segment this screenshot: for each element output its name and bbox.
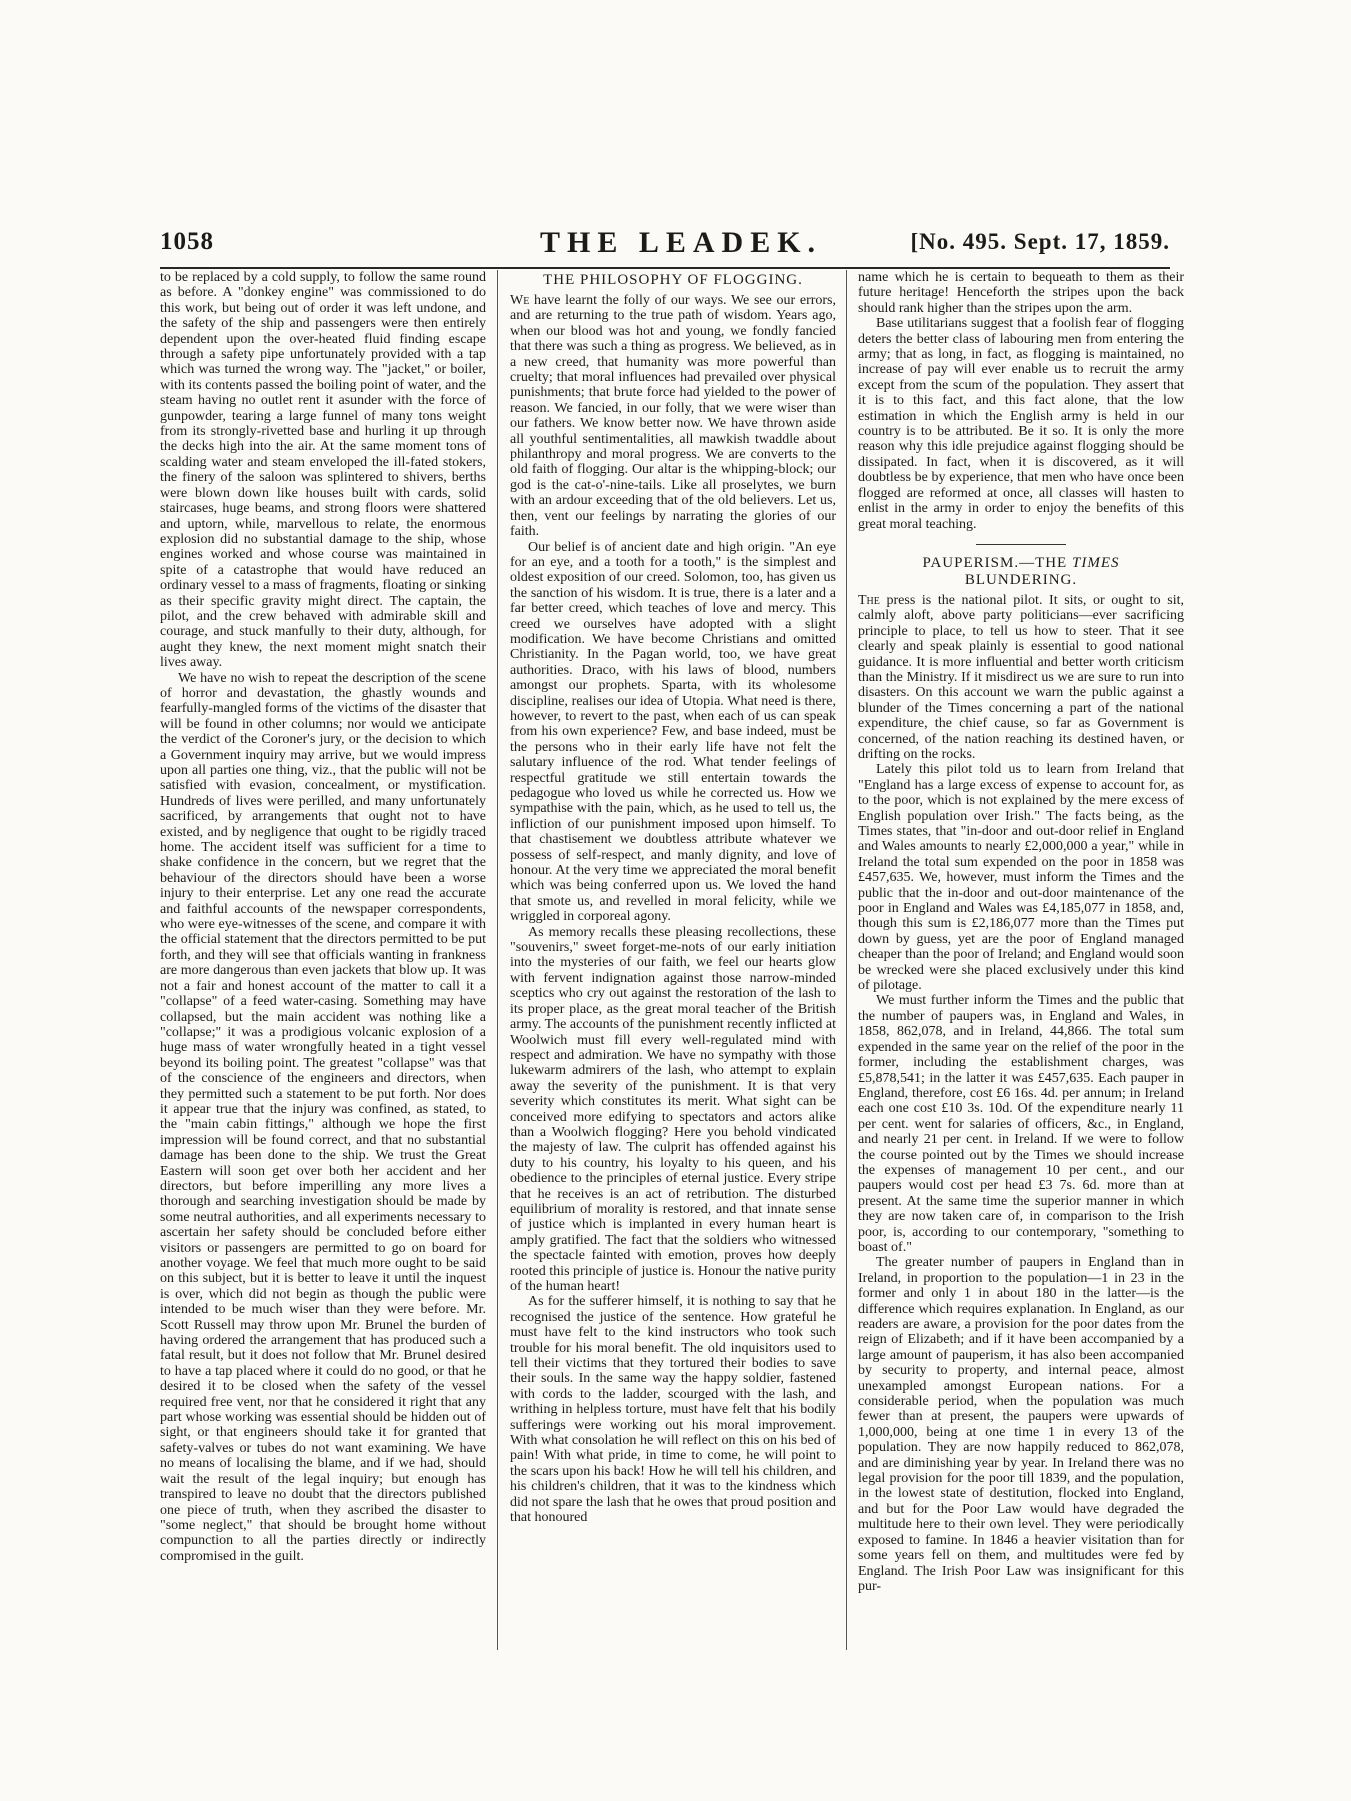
newspaper-title: THE LEADEK. — [540, 226, 823, 259]
paragraph: Base utilitarians suggest that a foolish fear of flogging deters the better class of labouring men from entering the army; that as long, in fact, as flogging is maintained, no increase of pay will ever enable us to recruit the army except from the scum of the population. They assert that it is to this fact, and this fact alone, that the low estimation in which the English army is held in our country is to be attributed. Be it so. It is only the more reason why this idle prejudice against flogging should be dissipated. In fact, when it is discovered, as it will doubtless be by experience, that men who have once been flogged are reformed at once, all classes will hasten to enlist in the army in order to enjoy the benefits of this great moral teaching. — [858, 316, 1184, 532]
masthead-rule — [160, 267, 1170, 269]
paragraph: to be replaced by a cold supply, to follow the same round as before. A "donkey engine" was commissioned to do this work, but being out of order it was left undone, and the safety of the ship and passengers were then entirely dependent upon the over-heated fluid finding escape through a safety pipe unfortunately provided with a tap which was turned the wrong way. The "jacket," or boiler, with its contents passed the boiling point of water, and the steam having no outlet rent it asunder with the force of gunpowder, tearing a large funnel of many tons weight from its strongly-rivetted base and hurling it up through the decks high into the air. At the same moment tons of scalding water and steam enveloped the ill-fated stokers, the finery of the saloon was splintered to shivers, berths were blown down like houses built with cards, solid staircases, huge beams, and strong floors were shattered and uptorn, while, marvellous to relate, the enormous explosion did no substantial damage to the ship, whose engines worked and whose course was maintained in spite of a catastrophe that would have reduced an ordinary vessel to a mass of fragments, floating or sinking as their specific gravity might direct. The captain, the pilot, and the crew behaved with admirable skill and courage, and stuck manfully to their duty, although, for aught they knew, the next moment might snatch their lives away. — [160, 270, 486, 671]
column-1 — [160, 270, 486, 1650]
column-divider — [497, 270, 498, 1650]
paragraph: Lately this pilot told us to learn from Ireland that "England has a large excess of expense to account for, as to the poor, which is not explained by the mere excess of English population over Irish." The facts being, as the Times states, that "in-door and out-door relief in England and Wales amounts to nearly £2,000,000 a year," while in Ireland the total sum expended on the poor in 1858 was £457,635. We, however, must inform the Times and the public that the in-door and out-door maintenance of the poor in England and Wales was £4,185,077 in 1858, and, though this sum is £2,186,077 more than the Times put down by guess, yet are the poor of England managed cheaper than the poor of Ireland; and England would soon be wrecked were she placed exclusively under this kind of pilotage. — [858, 762, 1184, 994]
column-3 — [858, 270, 1184, 1650]
section-divider — [976, 544, 1066, 545]
issue-date: [No. 495. Sept. 17, 1859. — [910, 229, 1170, 254]
paragraph: Our belief is of ancient date and high origin. "An eye for an eye, and a tooth for a tooth," is the simplest and oldest exposition of our creed. Solomon, too, has given us the sanction of his wisdom. It is true, there is a later and a far better creed, which teaches of love and mercy. This creed we ourselves have adopted with a slight modification. We have become Christians and omitted Christianity. In the Pagan world, too, we have great authorities. Draco, with his laws of blood, numbers amongst our prophets. Sparta, with its wholesome discipline, realises our idea of Utopia. What need is there, however, to revert to the past, when each of us can speak from his own experience? Few, and base indeed, must be the persons who in their early life have not felt the salutary influence of the rod. What tender feelings of respectful gratitude we still entertain towards the pedagogue who loved us while he corrected us. How we sympathise with the pain, which, as he used to tell us, the infliction of our punishment imposed upon himself. To that chastisement we doubtless attribute whatever we possess of self-respect, and manly dignity, and love of honour. At the very time we appreciated the moral benefit which was being conferred upon us. We loved the hand that smote us, and revelled in moral felicity, while we wriggled in corporeal agony. — [510, 539, 836, 925]
heading-part: PAUPERISM.—THE — [922, 554, 1068, 571]
heading-italic: TIMES — [1071, 554, 1120, 571]
paragraph — [510, 293, 836, 540]
paragraph: We must further inform the Times and the public that the number of paupers was, in England and Wales, in 1858, 862,078, and in Ireland, 44,866. The total sum expended in the same year on the relief of the poor in the former, including the establishment charges, was £5,878,541; in the latter it was £457,635. Each pauper in England, therefore, cost £6 16s. 4d. per annum; in Ireland each one cost £10 3s. 10d. Of the expenditure nearly 11 per cent. went for salaries of officers, &c., in England, and nearly 21 per cent. in Ireland. If we were to follow the course pointed out by the Times we should increase the expenses of management 10 per cent., and our paupers would cost per head £3 7s. 6d. more than at present. At the same time the superior manner in which they are now taken care of, in comparison to the Irish poor, is, according to our contemporary, "something to boast of." — [858, 993, 1184, 1255]
masthead — [160, 226, 1170, 266]
column-divider — [846, 270, 847, 1650]
paragraph — [858, 593, 1184, 762]
lead-word: We — [510, 293, 530, 308]
article-heading — [858, 555, 1184, 589]
paragraph-text: press is the national pilot. It sits, or ought to sit, calmly aloft, above party politicians—ever sacrificing principle to place, to tell us how to steer. That it see clearly and speak plainly is essential to good national guidance. It is more influential and better worth criticism than the Ministry. If it misdirect us we are sure to run into disasters. On this account we warn the public against a blunder of the Times concerning a part of the national expenditure, the chief cause, so far as Government is concerned, of the nation reaching its destined haven, or drifting on the rocks. — [858, 592, 1184, 762]
paragraph: We have no wish to repeat the description of the scene of horror and devastation, the ghastly wounds and fearfully-mangled forms of the victims of the disaster that will be found in other columns; nor would we anticipate the verdict of the Coroner's jury, or the decision to which a Government inquiry may arrive, but we would impress upon all parties one thing, viz., that the public will not be satisfied with evasion, concealment, or mystification. Hundreds of lives were perilled, and many unfortunately sacrificed, by arrangements that ought not to have existed, and by negligence that ought to be rigidly traced home. The accident itself was sufficient for a time to shake confidence in the concern, but we regret that the behaviour of the directors should have been a worse injury to their enterprise. Let any one read the accurate and faithful accounts of the newspaper correspondents, who were eye-witnesses of the scene, and compare it with the official statement that the directors permitted to be put forth, and they will see that officials wanting in frankness are more dangerous than even jackets that blow up. It was not a fair and honest account of the matter to call it a "collapse" of a feed water-casing. Something may have collapsed, but the main accident was nothing like a "collapse;" it was a prodigious volcanic explosion of a huge mass of water wrongfully heated in a tight vessel beyond its boiling point. The greatest "collapse" was that of the conscience of the engineers and directors, when they permitted such a statement to be put forth. Nor does it appear true that the injury was confined, as stated, to the "main cabin fittings," although we hope the first impression will be found correct, and that no substantial damage has been done to the ship. We trust the Great Eastern will soon get over both her accident and her directors, but before imperilling any more lives a thorough and searching investigation should be made by some neutral authorities, and all experiments necessary to ascertain her safety should be concluded before either visitors or passengers are permitted to go on board for another voyage. We feel that much more ought to be said on this subject, but it is better to leave it until the inquest is over, which did not begin as though the public were intended to be much wiser than they were before. Mr. Scott Russell may throw upon Mr. Brunel the burden of having ordered the arrangement that has produced such a fatal result, but it does not follow that Mr. Brunel desired to have a tap placed where it could do no good, or that he desired it to be closed when the safety of the vessel required free vent, nor that he considered it right that any part whose working was essential should be hidden out of sight, or that engineers should take it for granted that safety-valves or tubes do not want examining. We have no means of localising the blame, and if we had, should wait the result of the legal inquiry; but enough has transpired to leave no doubt that the directors published one piece of truth, when they ascribed the disaster to "some neglect," that should be brought home without compunction to all the parties directly or indirectly compromised in the guilt. — [160, 670, 486, 1564]
lead-word: The — [858, 592, 880, 608]
paragraph-text: have learnt the folly of our ways. We see our errors, and are returning to the true path of wisdom. Years ago, when our blood was hot and young, we fondly fancied that there was such a thing as progress. We believed, as in a new creed, that humanity was more powerful than cruelty; that moral influences had prevailed over physical punishments; that brute force had yielded to the power of reason. We fancied, in our folly, that we were wiser than our fathers. We know better now. We have thrown aside all youthful sentimentalities, all mawkish twaddle about philanthropy and moral progress. We are converts to the old faith of flogging. Our altar is the whipping-block; our god is the cat-o'-nine-tails. Like all proselytes, we burn with an ardour exceeding that of the old believers. Let us, then, vent our feelings by narrating the glories of our faith. — [510, 293, 836, 540]
column-2 — [510, 270, 836, 1650]
paragraph: name which he is certain to bequeath to them as their future heritage! Henceforth the stripes upon the back should rank higher than the stripes upon the arm. — [858, 270, 1184, 316]
paragraph: As memory recalls these pleasing recollections, these "souvenirs," sweet forget-me-nots of our early initiation into the mysteries of our faith, we feel our hearts glow with fervent indignation against those narrow-minded sceptics who cry out against the restoration of the lash to its proper place, as the great moral teacher of the British army. The accounts of the punishment recently inflicted at Woolwich must fill every well-regulated mind with respect and admiration. We have no sympathy with those lukewarm admirers of the lash, who attempt to explain away the severity of the punishment. It is that very severity which constitutes its merit. What sight can be conceived more edifying to spectators and actors alike than a Woolwich flogging? Here you behold vindicated the majesty of law. The culprit has offended against his duty to his country, his loyalty to his queen, and his obedience to the principles of eternal justice. Every stripe that he receives is an act of retribution. The disturbed equilibrium of morality is restored, and that innate sense of justice which is implanted in every human heart is amply gratified. The fact that the soldiers who witnessed the spectacle fainted with emotion, proves how deeply rooted this principle of justice is. Honour the native purity of the human heart! — [510, 924, 836, 1294]
page-number: 1058 — [160, 228, 214, 255]
heading-part: BLUNDERING. — [964, 571, 1078, 588]
article-heading: THE PHILOSOPHY OF FLOGGING. — [543, 272, 803, 288]
paragraph: The greater number of paupers in England than in Ireland, in proportion to the population—1 in 23 in the former and only 1 in about 180 in the latter—is the difference which requires explanation. In England, as our readers are aware, a provision for the poor dates from the reign of Elizabeth; and if it have been accompanied by a large amount of pauperism, it has also been accompanied by security to property, and internal peace, almost unexampled amongst European nations. For a considerable period, when the population was much fewer than at present, the paupers were upwards of 1,000,000, being at one time 1 in every 13 of the population. They are now happily reduced to 862,078, and are diminishing year by year. In Ireland there was no legal provision for the poor till 1839, and the population, in the lowest state of destitution, flocked into England, and but for the Poor Law would have degraded the multitude here to their own level. They were periodically exposed to famine. In 1846 a heavier visitation than for some years fell on them, and multitudes were fed by England. The Irish Poor Law was insignificant for this pur- — [858, 1255, 1184, 1594]
paragraph: As for the sufferer himself, it is nothing to say that he recognised the justice of the sentence. How grateful he must have felt to the kind instructors who took such trouble for his moral benefit. The old inquisitors used to tell their victims that they tortured their bodies to save their souls. In the same way the happy soldier, fastened with cords to the ladder, scourged with the lash, and writhing in helpless torture, must have felt that his bodily sufferings were working out his moral improvement. With what consolation he will reflect on this on his bed of pain! With what pride, in time to come, he will point to the scars upon his back! How he will tell his children, and his children's children, that it was to the kindness which did not spare the lash that he owes that proud position and that honoured — [510, 1294, 836, 1526]
